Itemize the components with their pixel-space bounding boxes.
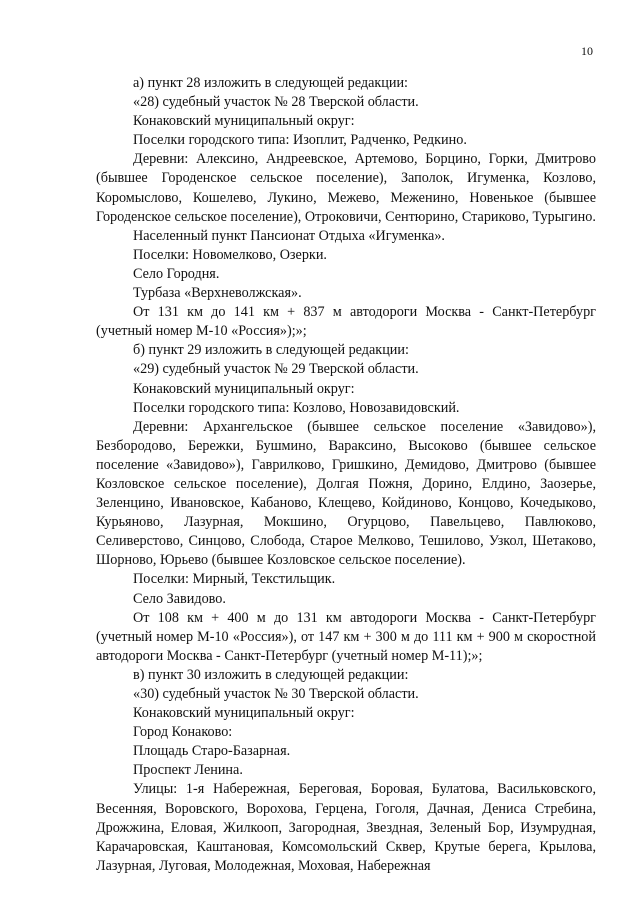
- paragraph-district: Конаковский муниципальный округ:: [133, 705, 355, 722]
- paragraph-tourist-base: Турбаза «Верхневолжская».: [133, 285, 302, 302]
- paragraph-highway-range: От 108 км + 400 м до 131 км автодороги Москва - Санкт-Петербург (учетный номер М-10 «Россия»), от 147 км + 300 м до 111 км + 900 м скоростной автодороги Москва - Санкт-Петербург (учетный номер М-11);»;: [96, 609, 596, 664]
- paragraph-item-a-heading: а) пункт 28 изложить в следующей редакции:: [133, 75, 408, 91]
- paragraph-urban-settlements: Поселки городского типа: Изоплит, Радченко, Редкино.: [133, 132, 467, 149]
- paragraph-village-selo: Село Городня.: [133, 265, 220, 282]
- paragraph-square: Площадь Старо-Базарная.: [133, 743, 291, 760]
- document-body: [96, 74, 596, 876]
- paragraph-court-30: «30) судебный участок № 30 Тверской области.: [133, 686, 419, 702]
- paragraph-urban-settlements: Поселки городского типа: Козлово, Новозавидовский.: [133, 399, 460, 416]
- paragraph-settlements: Поселки: Мирный, Текстильщик.: [133, 571, 336, 588]
- page-number: 10: [581, 44, 593, 58]
- paragraph-streets: Улицы: 1-я Набережная, Береговая, Боровая, Булатова, Васильковского, Весенняя, Воровского, Ворохова, Герцена, Гоголя, Дачная, Дениса Стребина, Дрожжина, Еловая, Жилкооп, Загородная, Звездная, Зеленый Бор, Изумрудная, Карачаровская, Каштановая, Комсомольский Сквер, Крутые берега, Крылова, Лазурная, Луговая, Молодежная, Моховая, Набережная: [96, 781, 596, 874]
- paragraph-highway-range: От 131 км до 141 км + 837 м автодороги Москва - Санкт-Петербург (учетный номер М-10 «Россия»);»;: [96, 304, 596, 340]
- paragraph-locality: Населенный пункт Пансионат Отдыха «Игуменка».: [133, 227, 445, 244]
- paragraph-item-c-heading: в) пункт 30 изложить в следующей редакции:: [133, 666, 409, 683]
- paragraph-district: Конаковский муниципальный округ:: [133, 113, 355, 130]
- paragraph-city: Город Конаково:: [133, 724, 233, 741]
- paragraph-village-selo: Село Завидово.: [133, 590, 226, 607]
- paragraph-court-29: «29) судебный участок № 29 Тверской области.: [133, 361, 419, 378]
- paragraph-settlements: Поселки: Новомелково, Озерки.: [133, 246, 327, 263]
- paragraph-villages: Деревни: Алексино, Андреевское, Артемово, Борцино, Горки, Дмитрово (бывшее Городенское сельское поселение), Заполок, Игуменка, Козлово, Коромыслово, Кошелево, Лукино, Межево, Меженино, Новенькое (бывшее Городенское сельское поселение), Отроковичи, Сентюрино, Стариково, Турыгино.: [96, 151, 596, 225]
- paragraph-district: Конаковский муниципальный округ:: [133, 380, 355, 397]
- paragraph-villages: Деревни: Архангельское (бывшее сельское поселение «Завидово»), Безбородово, Бережки, Бушмино, Вараксино, Высоково (бывшее сельское поселение «Завидово»), Гаврилково, Гришкино, Демидово, Дмитрово (бывшее Козловское сельское поселение), Долгая Пожня, Дорино, Елдино, Заозерье, Зеленцино, Ивановское, Кабаново, Клещево, Койдиново, Концово, Кочедыково, Курьяново, Лазурная, Мокшино, Огурцово, Павельцево, Павлюково, Селиверстово, Синцово, Слобода, Старое Мелково, Тешилово, Узкол, Шетаково, Шорново, Юрьево (бывшее Козловское сельское поселение).: [96, 418, 596, 569]
- paragraph-item-b-heading: б) пункт 29 изложить в следующей редакции:: [133, 342, 409, 359]
- paragraph-court-28: «28) судебный участок № 28 Тверской области.: [133, 94, 419, 111]
- paragraph-avenue: Проспект Ленина.: [133, 762, 243, 779]
